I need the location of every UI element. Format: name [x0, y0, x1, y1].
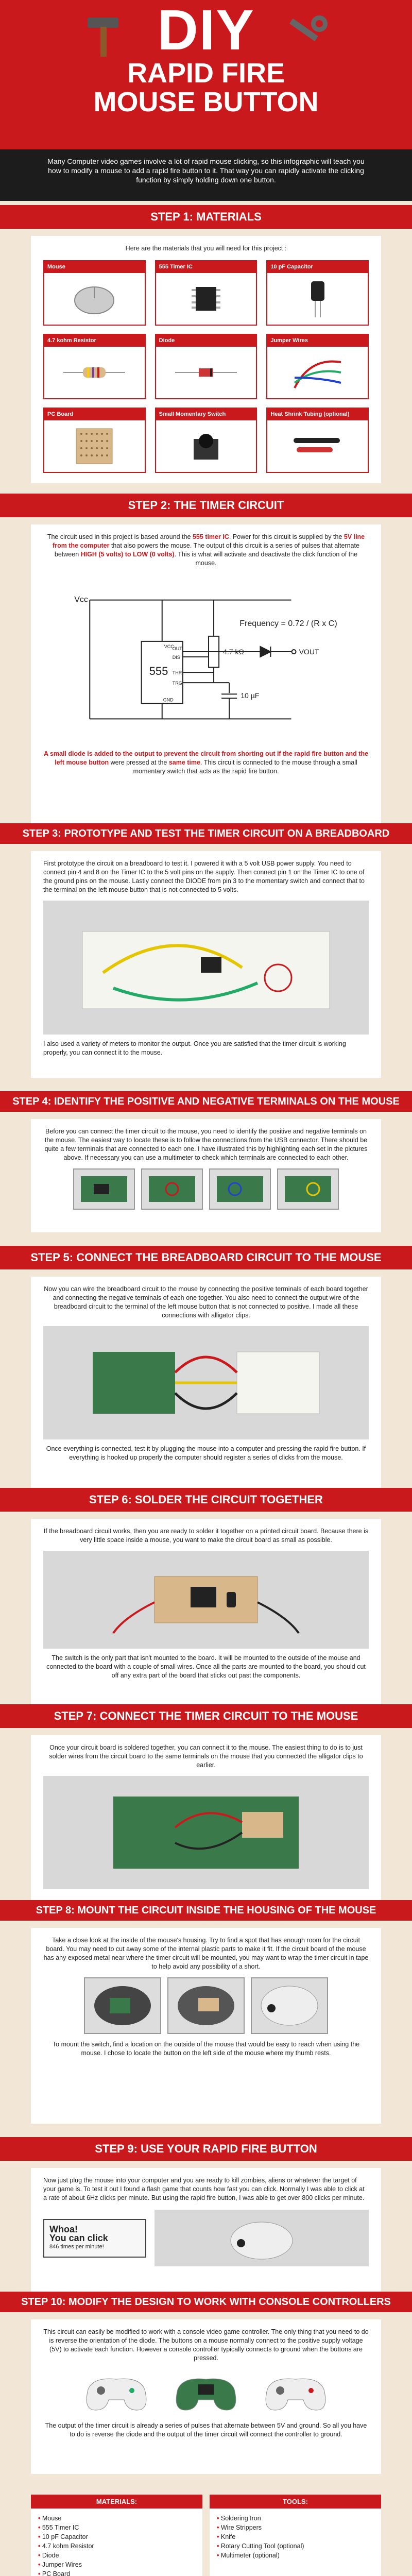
chip-label: 555 [149, 665, 168, 678]
pin-trg-label: TRG [172, 681, 182, 686]
housing-thumb [84, 1977, 161, 2034]
mouse-housing-icon [173, 1982, 239, 2029]
controller-icon [78, 2369, 155, 2415]
step2-note [43, 750, 369, 776]
circuit-board-icon [146, 1174, 198, 1205]
step8-banner: STEP 8: MOUNT THE CIRCUIT INSIDE THE HOUSING OF THE MOUSE [0, 1900, 412, 1921]
vcc-label: Vcc [74, 595, 88, 604]
material-label: 555 Timer IC [156, 261, 256, 273]
step2-note-part: rapid fire button and the left mouse button [55, 750, 369, 766]
controller-thumbs [43, 2369, 369, 2415]
frequency-formula: Frequency = 0.72 / (R x C) [239, 618, 337, 628]
materials-list [31, 2495, 202, 2576]
step5-text: Now you can wire the breadboard circuit to the mouse by connecting the positive terminals of each board together and connecting the negative terminals of each one together. You also need to connect the output wire of the breadboard circuit to the terminal of the left mouse button that is not connected to positive. I made all these connections with alligator clips. [44, 1285, 368, 1319]
material-resistor [43, 334, 146, 399]
step2-card [31, 524, 381, 823]
chat-title: Whoa! [49, 2224, 78, 2234]
soldered-board-photo [43, 1551, 369, 1649]
step2-text [43, 533, 369, 568]
step2-section [0, 494, 412, 823]
step2-text-highlight: 5V line from the computer [53, 533, 365, 549]
chat-line: You can click [49, 2232, 108, 2243]
materials-item: • 10 pF Capacitor [38, 2532, 195, 2541]
pin-vcc-label: VCC [164, 643, 174, 649]
step4-card [31, 1119, 381, 1232]
click-counter-box [43, 2219, 146, 2258]
capacitor-icon [300, 278, 336, 319]
breadboard-photo [43, 901, 369, 1035]
step10-note [43, 2421, 369, 2439]
tools-item: • Knife [217, 2532, 374, 2541]
step2-banner: STEP 2: THE TIMER CIRCUIT [0, 494, 412, 517]
material-capacitor [266, 260, 369, 326]
step9-section [0, 2137, 412, 2292]
chat-small: 846 times per minute! [49, 2243, 104, 2250]
material-label: Heat Shrink Tubing (optional) [267, 409, 368, 420]
material-diode [155, 334, 258, 399]
intro-text: Many Computer video games involve a lot of rapid mouse clicking, so this infographic will teach you how to modify a mouse to add a rapid fire button to it. That way you can rapidly activate the clicking function by simply holding down one button. [0, 149, 412, 201]
material-switch [155, 408, 258, 473]
resistor-icon [63, 362, 125, 383]
step1-banner: STEP 1: MATERIALS [0, 205, 412, 229]
material-label: Diode [156, 335, 256, 347]
footer-lists [31, 2495, 381, 2576]
material-label: Mouse [44, 261, 145, 273]
material-heat-shrink [266, 408, 369, 473]
step2-note-part: A small diode is added to the output to prevent the circuit from shorting out if the [43, 750, 295, 757]
step4-banner: STEP 4: IDENTIFY THE POSITIVE AND NEGATIVE TERMINALS ON THE MOUSE [0, 1091, 412, 1112]
soldered-board-icon [103, 1556, 309, 1643]
step3-banner: STEP 3: PROTOTYPE AND TEST THE TIMER CIRCUIT ON A BREADBOARD [0, 823, 412, 844]
pcboard-icon [71, 426, 117, 467]
chip-icon [188, 281, 224, 317]
step10-card [31, 2319, 381, 2474]
resistor-label: 4.7 kΩ [223, 647, 245, 656]
pin-gnd-label: GND [163, 697, 174, 703]
material-mouse [43, 260, 146, 326]
board-wired-photo [43, 1776, 369, 1889]
mouse-icon [71, 281, 117, 317]
step10-text: This circuit can easily be modified to work with a console video game controller. The only thing that you need to do is reverse the orientation of the diode. The buttons on a mouse normally connect to the positive supply voltage (5V) to activate each function. However a console controller typically connects to ground when the buttons are pressed. [43, 2328, 369, 2362]
step6-text: If the breadboard circuit works, then you are ready to solder it together on a printed circuit board. Because there is very little space inside a mouse, you want to make the circuit board as small as possible. [43, 1528, 369, 1544]
step2-note-part: were pressed at the [109, 759, 169, 766]
step5-card [31, 1277, 381, 1488]
mouse-housing-icon [256, 1982, 323, 2029]
step2-text-highlight: HIGH (5 volts) to LOW (0 volts) [80, 551, 175, 558]
step2-text-part: The circuit used in this project is based around the [47, 533, 193, 540]
pin-dis-label: DIS [172, 655, 180, 660]
board-wired-icon [72, 1781, 340, 1884]
material-timer-ic [155, 260, 258, 326]
step7-banner: STEP 7: CONNECT THE TIMER CIRCUIT TO THE MOUSE [0, 1704, 412, 1728]
step9-card [31, 2168, 381, 2292]
switch-icon [185, 426, 227, 467]
material-jumper-wires [266, 334, 369, 399]
material-label: PC Board [44, 409, 145, 420]
step2-text-part: that also powers the mouse. The output of this circuit is a series of pulses that alternate between [54, 542, 359, 558]
connected-mouse-photo [43, 1326, 369, 1439]
mouse-board-thumbs [43, 1168, 369, 1210]
step7-card [31, 1735, 381, 1900]
step6-card [31, 1519, 381, 1704]
housing-thumb [251, 1977, 328, 2034]
step7-text: Once your circuit board is soldered together, you can connect it to the mouse. The easiest thing to do is to just solder wires from the circuit board to the same terminals on the mouse that you connected the alligator clips to earlier. [49, 1744, 363, 1769]
step5-banner: STEP 5: CONNECT THE BREADBOARD CIRCUIT TO THE MOUSE [0, 1246, 412, 1269]
step2-note-part: same time [168, 759, 200, 766]
mouse-board-thumb [277, 1168, 339, 1210]
mouse-board-thumb [141, 1168, 203, 1210]
material-label: Small Momentary Switch [156, 409, 256, 420]
title-rapid-fire: RAPID FIRE [127, 58, 285, 89]
step9-text: Now just plug the mouse into your computer and you are ready to kill zombies, aliens or whatever the target of your game is. To test it out I found a flash game that counts how fast you can click. Normally I was able to click at a rate of about 6Hz clicks per minute. But using the rapid fire button, I was able to get over 800 clicks per minute. [43, 2177, 365, 2201]
step1-section [0, 205, 412, 494]
step8-text: Take a close look at the inside of the mouse's housing. Try to find a spot that has enough room for the circuit board. You may need to cut away some of the internal plastic parts to make it fit. If the circuit board of the mouse has any exposed metal near where the timer circuit will be mounted, you may want to wrap the timer circuit in tape to help avoid any possibility of a short. [43, 1937, 369, 1970]
circuit-board-icon [282, 1174, 334, 1205]
step4-section [0, 1091, 412, 1246]
vout-label: VOUT [299, 647, 319, 656]
materials-item: • Jumper Wires [38, 2560, 195, 2569]
pin-thr-label: THR [172, 670, 182, 676]
step3-note: I also used a variety of meters to monitor the output. Once you are satisfied that the timer circuit is working properly, you can connect it to the mouse. [43, 1040, 346, 1056]
hammer-icon [77, 12, 139, 59]
step1-card [31, 236, 381, 483]
step6-section [0, 1488, 412, 1704]
tools-item: • Multimeter (optional) [217, 2551, 374, 2560]
diode-icon [175, 362, 237, 383]
tools-list [210, 2495, 381, 2576]
housing-thumb [167, 1977, 245, 2034]
header [0, 0, 412, 149]
materials-item: • Mouse [38, 2514, 195, 2523]
step8-note-text: To mount the switch, find a location on the outside of the mouse that would be easy to reach when using the mouse. I chose to locate the button on the left side of the mouse where my thumb rests. [52, 2041, 360, 2057]
breadboard-icon [72, 911, 340, 1024]
step8-card [31, 1928, 381, 2124]
mouse-connected-icon [72, 1331, 340, 1434]
step9-banner: STEP 9: USE YOUR RAPID FIRE BUTTON [0, 2137, 412, 2161]
materials-label: MATERIALS: [31, 2495, 202, 2509]
step3-section [0, 823, 412, 1091]
materials-item: • PC Board [38, 2569, 195, 2576]
step8-section [0, 1900, 412, 2137]
tools-item: • Soldering Iron [217, 2514, 374, 2523]
materials-item: • 555 Timer IC [38, 2523, 195, 2532]
step10-note-text: The output of the timer circuit is already a series of pulses that alternate between 5V and ground. So all you have to do is reverse the diode and the output of the timer circuit will connect the controller to ground. [45, 2422, 367, 2438]
mouse-board-thumb [73, 1168, 135, 1210]
controller-open-icon [167, 2369, 245, 2415]
tools-label: TOOLS: [210, 2495, 381, 2509]
material-label: Jumper Wires [267, 335, 368, 347]
step5-note: Once everything is connected, test it by plugging the mouse into a computer and pressing the rapid fire button. If everything is hooked up properly the computer should register a series of clicks from the mouse. [46, 1445, 366, 1461]
materials-item: • Diode [38, 2551, 195, 2560]
mouse-in-hand-icon [210, 2212, 313, 2264]
circuit-board-icon [78, 1174, 130, 1205]
step6-note: The switch is the only part that isn't mounted to the board. It will be mounted to the outside of the mouse and connected to the board with a couple of small wires. Once all the parts are mounted to the board, you should cut off any extra part of the board that sticks out past the components. [46, 1654, 366, 1679]
step5-section [0, 1246, 412, 1488]
capacitor-label: 10 µF [241, 691, 260, 700]
wrench-icon [273, 12, 335, 59]
step7-section [0, 1704, 412, 1900]
pin-out-label: OUT [172, 646, 182, 651]
step2-text-part: . Power for this circuit is supplied by the [229, 533, 344, 540]
step3-card [31, 851, 381, 1078]
material-label: 10 pF Capacitor [267, 261, 368, 273]
title-mouse-button: MOUSE BUTTON [93, 87, 319, 117]
tools-item: • Wire Strippers [217, 2523, 374, 2532]
circuit-board-icon [214, 1174, 266, 1205]
title-diy: DIY [157, 0, 255, 62]
step8-note [43, 2040, 369, 2058]
mouse-housing-icon [89, 1982, 156, 2029]
materials-item: • 4.7 kohm Resistor [38, 2541, 195, 2551]
material-pc-board [43, 408, 146, 473]
tubing-icon [289, 431, 346, 462]
step2-note-part: . This circuit is connected to the mouse through a small momentary switch that acts as the rapid fire button. [133, 759, 357, 775]
step3-text: First prototype the circuit on a breadboard to test it. I powered it with a 5 volt USB power supply. You need to connect pin 4 and 8 on the Timer IC to the 5 volt pins on the supply. Then connect pin 1 on the Timer IC to one of the ground pins on the mouse. Lastly connect the DIODE from pin 3 to the momentary switch and connect that to the terminal on the left mouse button that is not connected to 5 volts. [43, 860, 365, 893]
controller-icon [257, 2369, 334, 2415]
tools-item: • Rotary Cutting Tool (optional) [217, 2541, 374, 2551]
step2-text-part: . This is what will activate and deactivate the click function of the mouse. [174, 551, 358, 567]
timer-circuit-diagram [43, 572, 369, 742]
game-screenshot [154, 2210, 369, 2266]
step10-banner: STEP 10: MODIFY THE DESIGN TO WORK WITH CONSOLE CONTROLLERS [0, 2292, 412, 2312]
step1-text: Here are the materials that you will need for this project : [125, 245, 287, 252]
housing-thumbs [43, 1977, 369, 2034]
step4-text: Before you can connect the timer circuit to the mouse, you need to identify the positive and negative terminals on the mouse. The easiest way to locate these is to follow the connections from the USB connector. There should be quite a few terminals that are connected to each one. I have illustrated this by highlighting each set in the pictures above. If necessary you can use a multimeter to check which terminals are connected to each other. [44, 1128, 368, 1161]
material-label: 4.7 kohm Resistor [44, 335, 145, 347]
step10-section [0, 2292, 412, 2487]
wires-icon [289, 352, 346, 393]
step6-banner: STEP 6: SOLDER THE CIRCUIT TOGETHER [0, 1488, 412, 1512]
mouse-board-thumb [209, 1168, 271, 1210]
step2-text-highlight: 555 timer IC [192, 533, 229, 540]
